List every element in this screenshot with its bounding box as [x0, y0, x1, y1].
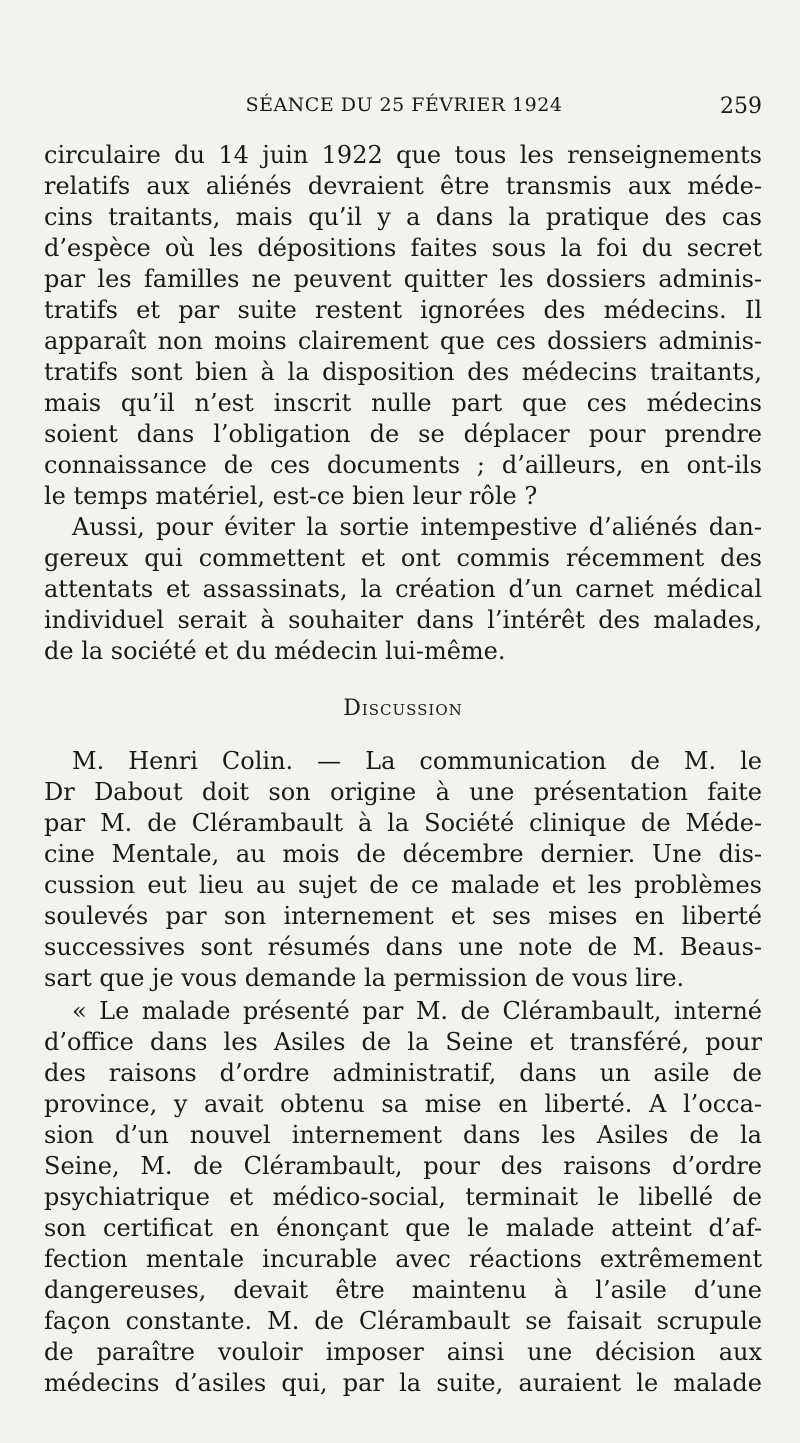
page-number: 259	[720, 94, 762, 119]
text-line: médecins d’asiles qui, par la suite, auraient le malade	[44, 1369, 762, 1397]
text-line: sion d’un nouvel internement dans les Asiles de la	[44, 1121, 762, 1149]
section-heading: Discussion	[343, 696, 463, 721]
text-line: des raisons d’ordre administratif, dans un asile de	[44, 1059, 762, 1087]
paragraph-2	[44, 512, 762, 667]
text-line: d’office dans les Asiles de la Seine et transféré, pour	[44, 1028, 762, 1056]
text-line: par les familles ne peuvent quitter les dossiers adminis-	[44, 265, 762, 293]
text-line: cussion eut lieu au sujet de ce malade et les problèmes	[44, 871, 762, 899]
text-line: soient dans l’obligation de se déplacer pour prendre	[44, 420, 762, 448]
text-line: relatifs aux aliénés devraient être transmis aux méde-	[44, 172, 762, 200]
text-line: psychiatrique et médico-social, terminait le libellé de	[44, 1183, 762, 1211]
text-line: Aussi, pour éviter la sortie intempestive d’aliénés dan-	[72, 513, 762, 541]
text-line: dangereuses, devait être maintenu à l’asile d’une	[44, 1276, 762, 1304]
text-line: le temps matériel, est-ce bien leur rôle ?	[44, 482, 538, 510]
paragraph-1	[44, 140, 762, 512]
text-line: fection mentale incurable avec réactions extrêmement	[44, 1245, 762, 1273]
running-head: SÉANCE DU 25 FÉVRIER 1924	[245, 94, 563, 116]
text-line: mais qu’il n’est inscrit nulle part que ces médecins	[44, 389, 762, 417]
page-header	[44, 88, 764, 128]
text-line: de la société et du médecin lui-même.	[44, 637, 506, 665]
text-line: attentats et assassinats, la création d’un carnet médical	[44, 575, 762, 603]
text-line: de paraître vouloir imposer ainsi une décision aux	[44, 1338, 762, 1366]
text-line: M. Henri Colin. — La communication de M. le	[72, 747, 762, 775]
text-line: circulaire du 14 juin 1922 que tous les renseignements	[44, 141, 762, 169]
text-line: tratifs sont bien à la disposition des médecins traitants,	[44, 358, 762, 386]
text-line: cine Mentale, au mois de décembre dernier. Une dis-	[44, 840, 762, 868]
text-line: son certificat en énonçant que le malade atteint d’af-	[44, 1214, 762, 1242]
text-line: Dr Dabout doit son origine à une présentation faite	[44, 778, 762, 806]
text-line: d’espèce où les dépositions faites sous la foi du secret	[44, 234, 762, 262]
text-line: province, y avait obtenu sa mise en liberté. A l’occa-	[44, 1090, 762, 1118]
text-line: cins traitants, mais qu’il y a dans la pratique des cas	[44, 203, 762, 231]
text-line: connaissance de ces documents ; d’ailleurs, en ont-ils	[44, 451, 762, 479]
text-line: tratifs et par suite restent ignorées des médecins. Il	[44, 296, 762, 324]
text-line: façon constante. M. de Clérambault se faisait scrupule	[44, 1307, 762, 1335]
text-line: gereux qui commettent et ont commis récemment des	[44, 544, 762, 572]
text-line: successives sont résumés dans une note de M. Beaus-	[44, 933, 762, 961]
text-line: individuel serait à souhaiter dans l’intérêt des malades,	[44, 606, 762, 634]
text-line: sart que je vous demande la permission de vous lire.	[44, 964, 685, 992]
text-line: Seine, M. de Clérambault, pour des raisons d’ordre	[44, 1152, 762, 1180]
paragraph-3	[44, 746, 762, 994]
text-line: soulevés par son internement et ses mises en liberté	[44, 902, 762, 930]
text-line: « Le malade présenté par M. de Clérambault, interné	[72, 997, 762, 1025]
body-text	[44, 140, 762, 1399]
paragraph-4	[44, 996, 762, 1399]
text-line: apparaît non moins clairement que ces dossiers adminis-	[44, 327, 762, 355]
text-line: par M. de Clérambault à la Société clinique de Méde-	[44, 809, 762, 837]
